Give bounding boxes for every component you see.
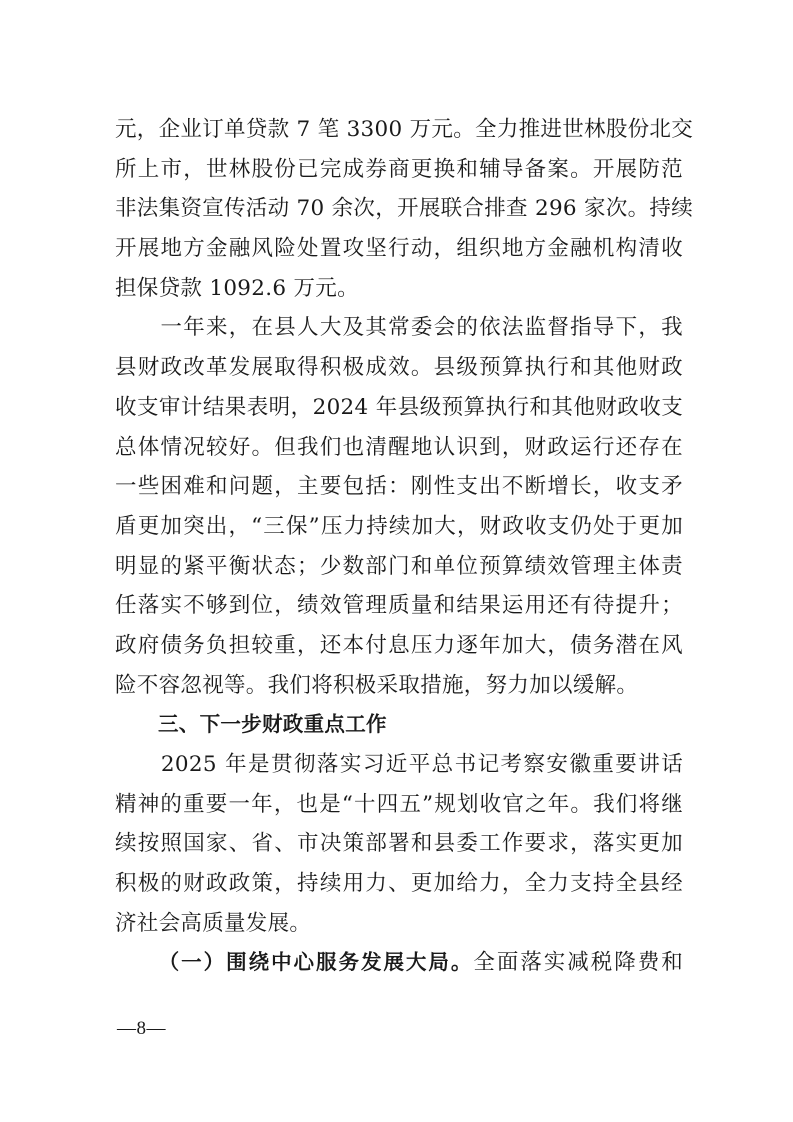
page-number: —8— bbox=[117, 1018, 166, 1039]
paragraph-line: 一年来，在县人大及其常委会的依法监督指导下，我 bbox=[115, 315, 683, 341]
paragraph-line: 2025 年是贯彻落实习近平总书记考察安徽重要讲话 bbox=[115, 752, 683, 777]
paragraph-line: 非法集资宣传活动 70 余次，开展联合排查 296 家次。持续 bbox=[115, 196, 694, 222]
paragraph-line: 险不容忽视等。我们将积极采取措施，努力加以缓解。 bbox=[115, 672, 639, 698]
paragraph-line: 明显的紧平衡状态；少数部门和单位预算绩效管理主体责 bbox=[115, 553, 683, 579]
paragraph-line: 开展地方金融风险处置攻坚行动，组织地方金融机构清收 bbox=[115, 236, 683, 262]
paragraph-line: 收支审计结果表明，2024 年县级预算执行和其他财政收支 bbox=[115, 394, 683, 420]
subsection-title: （一）围绕中心服务发展大局。 bbox=[157, 950, 474, 975]
paragraph-line: 积极的财政政策，持续用力、更加给力，全力支持全县经 bbox=[115, 871, 683, 897]
document-body bbox=[115, 110, 694, 983]
paragraph-line: 担保贷款 1092.6 万元。 bbox=[115, 275, 359, 301]
paragraph-line: 精神的重要一年，也是“十四五”规划收官之年。我们将继 bbox=[115, 791, 683, 817]
paragraph-line: 济社会高质量发展。 bbox=[115, 910, 312, 936]
paragraph-line: 元，企业订单贷款 7 笔 3300 万元。全力推进世林股份北交 bbox=[115, 117, 694, 142]
paragraph-line: 续按照国家、省、市决策部署和县委工作要求，落实更加 bbox=[115, 831, 683, 857]
paragraph-line: 一些困难和问题，主要包括：刚性支出不断增长，收支矛 bbox=[115, 474, 683, 500]
paragraph-line: 盾更加突出，“三保”压力持续加大，财政收支仍处于更加 bbox=[115, 513, 683, 539]
section-heading: 三、下一步财政重点工作 bbox=[158, 712, 387, 737]
paragraph-line: 所上市，世林股份已完成券商更换和辅导备案。开展防范 bbox=[115, 156, 683, 182]
paragraph-line: 县财政改革发展取得积极成效。县级预算执行和其他财政 bbox=[115, 355, 683, 381]
paragraph-line: 政府债务负担较重，还本付息压力逐年加大，债务潜在风 bbox=[115, 632, 683, 658]
paragraph-line: 总体情况较好。但我们也清醒地认识到，财政运行还存在 bbox=[115, 434, 683, 460]
paragraph-line: 任落实不够到位，绩效管理质量和结果运用还有待提升； bbox=[115, 593, 683, 619]
subsection-line bbox=[115, 943, 683, 983]
subsection-text: 全面落实减税降费和 bbox=[473, 950, 683, 976]
